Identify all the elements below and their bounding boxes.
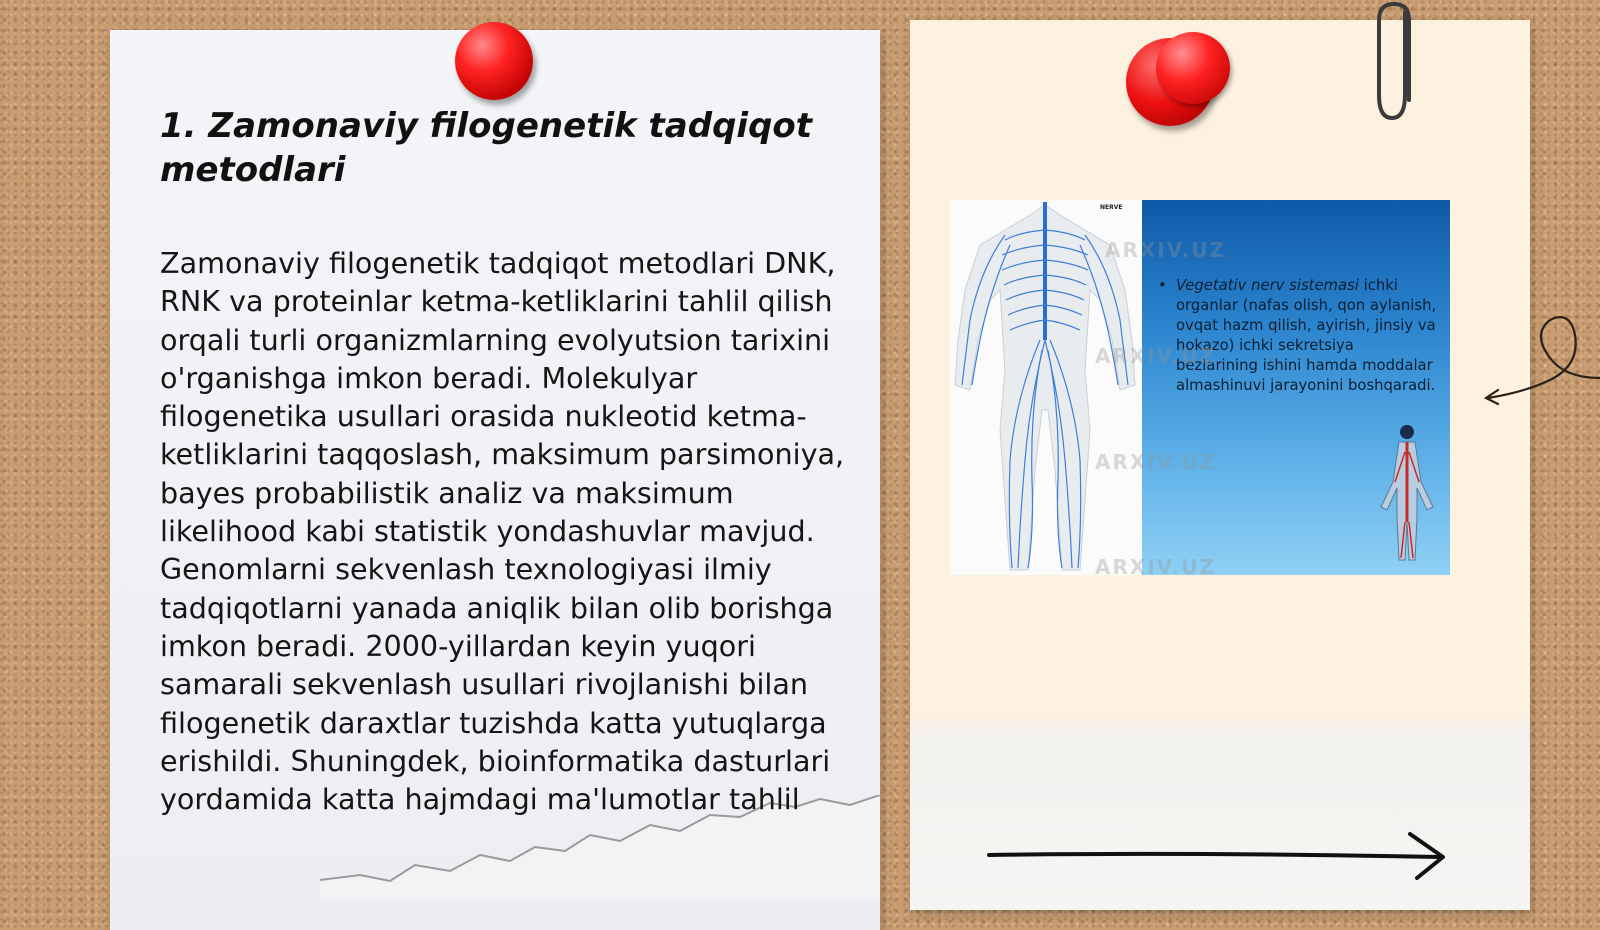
nervous-system-figure (950, 200, 1450, 575)
push-pin-icon (455, 22, 533, 100)
doodle-loop-arrow-icon (1480, 310, 1600, 410)
figure-caption (1158, 276, 1438, 396)
slide-title: 1. Zamonaviy filogenetik tadqiqot metodlari (160, 106, 813, 190)
body-paragraph: Zamonaviy filogenetik tadqiqot metodlari DNK, RNK va proteinlar ketma-ketliklarini tahlil qilish orqali turli organizmlarning evolyutsion tarixini o'rganishga imkon beradi. Molekulyar filogenetika usullari orasida nukleotid ketma-ketliklarini taqqoslash, maksimum parsimoniya, bayes probabilistik analiz va maksimum likelihood kabi statistik yondashuvlar mavjud. Genomlarni sekvenlash texnologiyasi ilmiy tadqiqotlarni yanada aniqlik bilan olib borishga imkon beradi. 2000-yillardan keyin yuqori samarali sekvenlash usullari rivojlanishi bilan filogenetik daraxtlar tuzishda katta yutuqlarga erishildi. Shuningdek, bioinformatika dasturlari yordamida katta hajmdagi ma'lumotlar tahlil (160, 246, 845, 817)
watermark: ARXIV.UZ (1105, 238, 1226, 262)
arrow-right-icon (985, 830, 1455, 880)
watermark: ARXIV.UZ (1095, 450, 1216, 474)
push-pin-icon (1156, 32, 1230, 104)
caption-text: ichki organlar (nafas olish, qon aylanish, ovqat hazm qilish, ayirish, jinsiy va hokazo) ichki sekretsiya bezlarining ishini hamda moddalar almashinuvi jarayonini boshqaradi. (1176, 277, 1437, 394)
small-human-circulation-illustration (1367, 422, 1447, 562)
nerve-label: NERVE (1100, 204, 1123, 211)
watermark: ARXIV.UZ (1095, 555, 1216, 575)
watermark: ARXIV.UZ (1095, 344, 1216, 368)
caption-bullet: • (1158, 277, 1167, 294)
paper-clip-icon (1375, 0, 1425, 130)
caption-term: Vegetativ nerv sistemasi (1176, 277, 1359, 294)
